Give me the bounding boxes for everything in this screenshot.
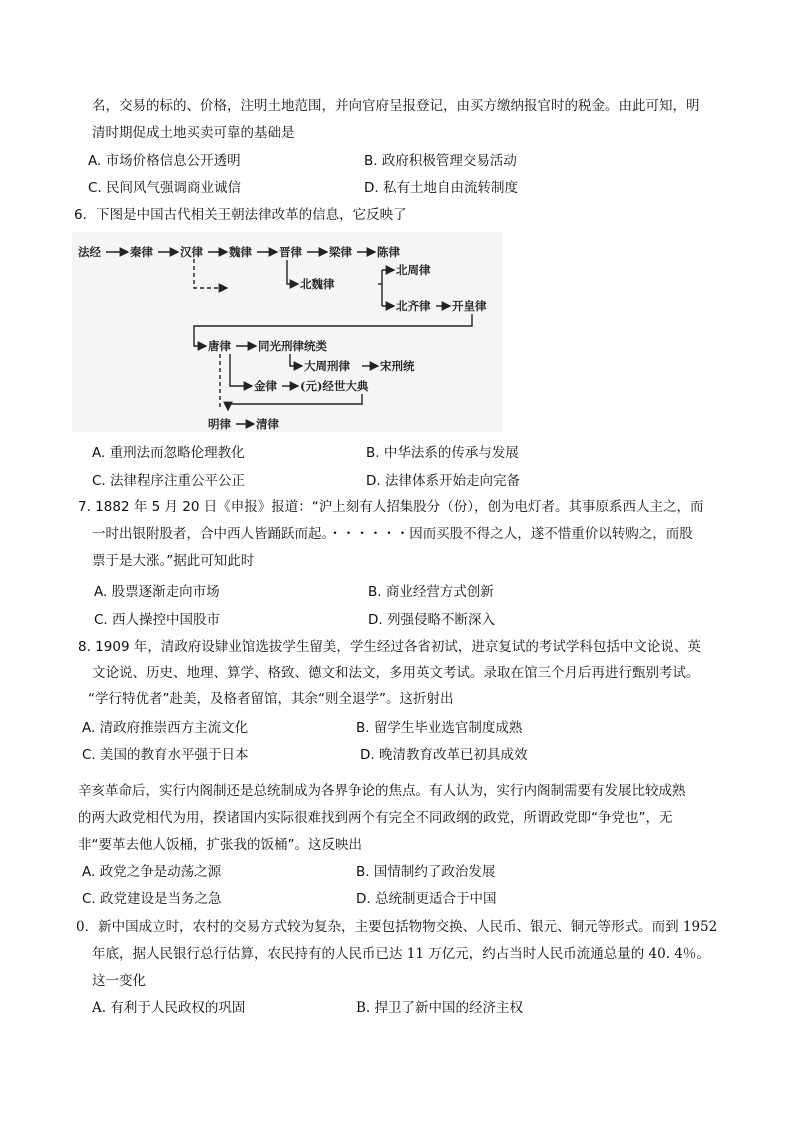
node-qinglv: 清律 (256, 417, 279, 431)
q9-stem-line: 辛亥革命后，实行内阁制还是总统制成为各界争论的焦点。有人认为，实行内阁制需要有发展比较成熟 (78, 783, 686, 799)
q5-option-d: D. 私有土地自由流转制度 (364, 180, 518, 196)
q10-stem-line: 这一变化 (92, 973, 146, 989)
q8-stem-line: “学行特优者”赴美，及格者留馆，其余“则全退学”。这折射出 (88, 691, 454, 707)
q6-option-c: C. 法律程序注重公平公正 (92, 473, 246, 489)
node-songxingtong: 宋刑统 (380, 359, 415, 373)
node-beizhoulv: 北周律 (396, 263, 431, 277)
node-tanglv: 唐律 (208, 339, 231, 353)
q6-option-a: A. 重刑法而忽略伦理教化 (92, 445, 245, 461)
q10-stem-line: 年底，据人民银行总行估算，农民持有的人民币已达 11 万亿元，约占当时人民币流通总量的 40. 4％。 (92, 946, 710, 962)
node-hanlv: 汉律 (180, 245, 203, 259)
node-beiqilv: 北齐律 (396, 299, 431, 313)
q9-stem-line: 非“要革去他人饭桶，扩张我的饭桶”。这反映出 (78, 837, 362, 853)
q10-option-a: A. 有利于人民政权的巩固 (92, 1000, 246, 1016)
q7-stem-line: 一时出银附股者，合中西人皆踊跃而起。・・・・・・因而买股不得之人，遂不惜重价以转购之，而股 (92, 526, 693, 542)
q7-option-a: A. 股票逐渐走向市场 (94, 584, 220, 600)
q7-option-d: D. 列强侵略不断深入 (368, 612, 495, 628)
q8-stem-line: 8. 1909 年，清政府设肄业馆选拔学生留美，学生经过各省初试，进京复试的考试学科包括中文论说、英 (78, 639, 701, 655)
q9-option-a: A. 政党之争是动荡之源 (82, 864, 222, 880)
q9-option-c: C. 政党建设是当务之急 (82, 891, 222, 907)
node-lianglv: 梁律 (329, 245, 352, 259)
q7-stem-line: 7. 1882 年 5 月 20 日《申报》报道：“沪上刻有人招集股分（份），创为电灯者。其事原系西人主之，而 (78, 499, 704, 515)
q6-stem: 6．下图是中国古代相关王朝法律改革的信息，它反映了 (74, 207, 407, 223)
node-qinlv: 秦律 (130, 245, 153, 259)
q5-option-a: A. 市场价格信息公开透明 (88, 153, 241, 169)
q9-option-d: D. 总统制更适合于中国 (356, 891, 497, 907)
q5-stem-line: 名，交易的标的、价格，注明土地范围，并向官府呈报登记，由买方缴纳报官时的税金。由此可知，明 (92, 98, 700, 114)
q7-option-c: C. 西人操控中国股市 (94, 612, 221, 628)
node-minglv: 明律 (208, 417, 231, 431)
node-jinlv2: 金律 (254, 379, 277, 393)
node-kaihuanglv: 开皇律 (452, 299, 487, 313)
q5-option-b: B. 政府积极管理交易活动 (364, 153, 517, 169)
q8-stem-line: 文论说、历史、地理、算学、格致、德文和法文，多用英文考试。录取在馆三个月后再进行甄别考试。 (92, 665, 700, 681)
q9-stem-line: 的两大政党相代为用，揆诸国内实际很难找到两个有完全不同政纲的政党，所谓政党即“争党也”，无 (78, 810, 673, 826)
q7-stem-line: 票于是大涨。”据此可知此时 (92, 553, 255, 569)
node-dazhou: 大周刑律 (304, 359, 350, 373)
node-fajing: 法经 (78, 245, 101, 259)
q8-option-a: A. 清政府推崇西方主流文化 (82, 720, 249, 736)
node-weilv: 魏律 (229, 245, 252, 259)
q8-option-c: C. 美国的教育水平强于日本 (82, 747, 249, 763)
node-jinlv: 晋律 (279, 245, 302, 259)
q6-option-d: D. 法律体系开始走向完备 (366, 473, 520, 489)
q10-stem-line: 0．新中国成立时，农村的交易方式较为复杂，主要包括物物交换、人民币、银元、铜元等形式。而到 1952 (76, 919, 718, 935)
node-chenlv: 陈律 (377, 245, 400, 259)
node-jingshi: (元)经世大典 (300, 379, 369, 393)
q9-option-b: B. 国情制约了政治发展 (356, 864, 496, 880)
q5-option-c: C. 民间风气强调商业诚信 (88, 180, 242, 196)
q6-option-b: B. 中华法系的传承与发展 (366, 445, 519, 461)
node-tongguang: 同光刑律统类 (258, 339, 327, 353)
q8-option-d: D. 晚清教育改革已初具成效 (360, 747, 528, 763)
q10-option-b: B. 捍卫了新中国的经济主权 (356, 1000, 524, 1016)
law-evolution-diagram (72, 232, 502, 432)
q5-stem-line: 清时期促成土地买卖可靠的基础是 (92, 125, 295, 141)
q8-option-b: B. 留学生毕业选官制度成熟 (356, 720, 523, 736)
q7-option-b: B. 商业经营方式创新 (368, 584, 494, 600)
node-beiweilv: 北魏律 (300, 277, 335, 291)
